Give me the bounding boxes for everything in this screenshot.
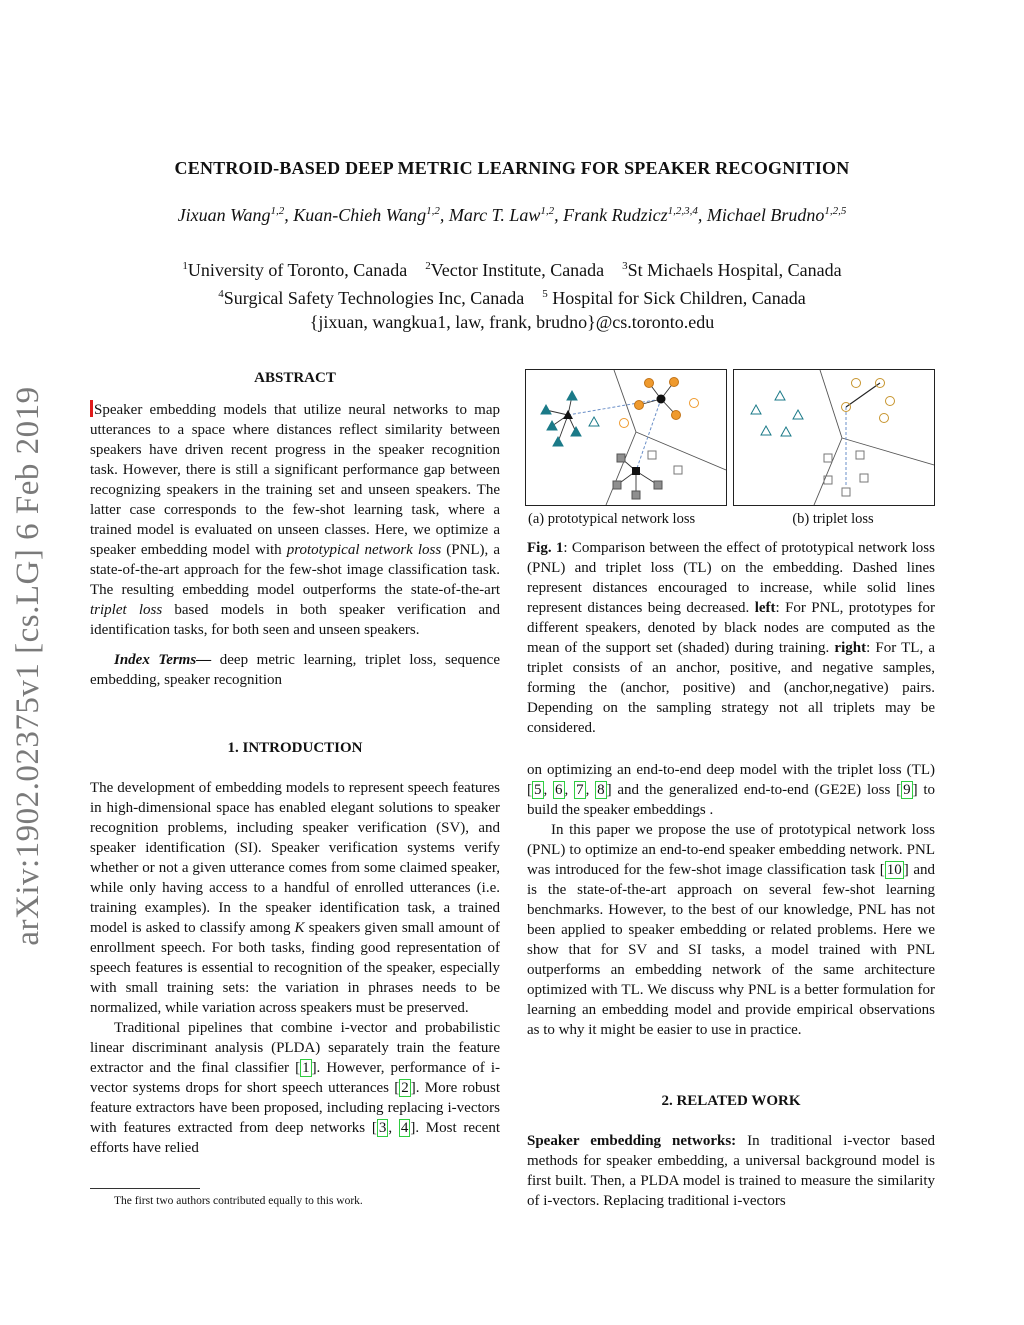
citation-link[interactable]: 5 bbox=[534, 782, 542, 798]
gray-square-shaded bbox=[632, 491, 640, 499]
subcaption-b: (b) triplet loss bbox=[792, 511, 874, 527]
boundary-line bbox=[814, 438, 842, 505]
orange-circle-shaded bbox=[635, 401, 644, 410]
intro-text: ]. More robust feature extractors have been proposed, including replacing i-vectors with features extracted from deep networks [ bbox=[90, 1080, 500, 1136]
body-text: on optimizing an end-to-end deep model with the triplet loss (TL) [ bbox=[527, 762, 935, 798]
citation-link[interactable]: 4 bbox=[400, 1120, 409, 1136]
author-email: {jixuan, wangkua1, law, frank, brudno}@cs.toronto.edu bbox=[309, 312, 715, 332]
teal-triangle-shaded bbox=[541, 405, 551, 414]
abstract-text: based models in both speaker verification and identification tasks, for both seen and unseen speakers. bbox=[90, 602, 500, 638]
related-work-body bbox=[527, 1131, 935, 1211]
body-text: ] and the generalized end-to-end (GE2E) loss [ bbox=[606, 782, 902, 798]
author-sup: 1,2 bbox=[426, 205, 440, 217]
citation-link[interactable]: 3 bbox=[378, 1120, 387, 1136]
text-cursor-icon bbox=[90, 400, 93, 417]
teal-triangle-shaded bbox=[547, 421, 557, 430]
teal-triangle-shaded bbox=[567, 391, 577, 400]
author-sup: 1,2 bbox=[540, 205, 555, 217]
author-name: Jixuan Wang bbox=[177, 205, 271, 225]
figure-panel-b bbox=[733, 369, 935, 506]
anchor-positive-line bbox=[846, 383, 880, 407]
affiliation: St Michaels Hospital, Canada bbox=[627, 260, 842, 280]
orange-circle-query bbox=[690, 399, 699, 408]
author-sup: 1,2,3,4 bbox=[667, 205, 698, 217]
intro-text: Traditional pipelines that combine i-vector and probabilistic linear discriminant analysis (PLDA) separately train the feature extractor and the final classifier [ bbox=[90, 1020, 500, 1076]
abstract-emphasis: triplet loss bbox=[90, 602, 163, 618]
gray-square-shaded bbox=[613, 481, 621, 489]
caption-bold: left bbox=[754, 600, 776, 616]
negative-sample bbox=[842, 488, 850, 496]
gray-square-shaded bbox=[617, 454, 625, 462]
abstract-body bbox=[90, 400, 500, 690]
boundary-line bbox=[820, 370, 842, 438]
caption-bold: right bbox=[834, 640, 867, 656]
affiliations: $^1$University of Toronto, Canada $^2$Vector Institute, Canada $^3$St Michaels Hospital, Canada $^4$Surgical Safety Technologies Inc, Canada $^5$ Hospital for Sick Children, Canada {jixuan, wangkua1, law, frank, brudno}@cs.toronto.edu bbox=[0, 254, 1024, 334]
teal-triangle-shaded bbox=[553, 437, 563, 446]
citation-link[interactable]: 7 bbox=[576, 782, 584, 798]
gray-square-shaded bbox=[654, 481, 662, 489]
boundary-line bbox=[614, 370, 636, 432]
abstract-text: (PNL), a state-of-the-art approach for the few-shot image classification task. The resulting embedding model outperforms the state-of-the-art bbox=[90, 542, 500, 598]
orange-circle-query bbox=[620, 419, 629, 428]
citation-link[interactable]: 6 bbox=[555, 782, 563, 798]
gray-prototype-node bbox=[632, 467, 640, 475]
author-name: Frank Rudzicz bbox=[563, 205, 668, 225]
teal-triangle-shaded bbox=[571, 427, 581, 436]
paper-title: CENTROID-BASED DEEP METRIC LEARNING FOR SPEAKER RECOGNITION bbox=[174, 158, 850, 178]
intro-text: ]. Most recent efforts have relied bbox=[90, 1120, 500, 1156]
author-sup: 1,2 bbox=[270, 205, 285, 217]
abstract-heading: ABSTRACT bbox=[254, 370, 336, 386]
orange-circle-shaded bbox=[645, 379, 654, 388]
body-text: ] to build the speaker embeddings . bbox=[527, 782, 936, 818]
caption-text: : For PNL, prototypes for different speakers, denoted by black nodes are computed as the mean of the support set (shaded) during training. bbox=[527, 600, 935, 656]
author-sup: 1,2,5 bbox=[824, 205, 847, 217]
orange-circle-shaded bbox=[672, 411, 681, 420]
orange-prototype-node bbox=[657, 395, 666, 404]
orange-circle-shaded bbox=[670, 378, 679, 387]
body-text: In traditional i-vector based methods for speaker embedding, a universal background model is first built. Then, a PLDA model is trained to measure the similarity of i-vectors. Replacing traditional i-vectors bbox=[527, 1133, 935, 1209]
gray-square-query bbox=[648, 451, 656, 459]
abstract-emphasis: prototypical network loss bbox=[286, 542, 442, 558]
author-name: Kuan-Chieh Wang bbox=[293, 205, 427, 225]
intro-text: speakers given small amount of enrollment speech. For both tasks, finding good representation of speech features is essential to recognition of the speaker, especially with small training sets: the variation in phrases needs to be normalized, while variation across speakers must be preserved. bbox=[90, 920, 500, 1016]
intro-text: The development of embedding models to represent speech features in high-dimensional space has enabled elegant solutions to speaker recognition problems, including speaker verification (SV), and speaker identification (SI). Speaker verification systems verify whether or not a given utterance comes from some claimed speaker, while only having access to a handful of enrolled utterances (i.e. training examples). In the speaker identification task, a trained model is asked to classify among bbox=[90, 780, 500, 936]
intro-heading: 1. INTRODUCTION bbox=[227, 740, 363, 756]
citation-link[interactable]: 10 bbox=[886, 862, 902, 878]
triplet-diagram bbox=[734, 370, 934, 505]
related-work-heading: 2. RELATED WORK bbox=[661, 1093, 801, 1109]
teal-triangle-query bbox=[589, 417, 599, 426]
subcaption-a: (a) prototypical network loss bbox=[528, 511, 696, 527]
intro-body: The development of embedding models to represent speech features in high-dimensional space has enabled elegant solutions to speaker recognition problems, including speaker verification (SV), and speaker identification (SI). Speaker verification systems verify whether or not a given utterance comes from some claimed speaker, while only having access to a handful of enrolled utterances (i.e. training examples). In the speaker identification task, a trained model is asked to classify among K speakers given small amount of enrollment speech. For both tasks, finding good representation of speech features is essential to recognition of the speaker, especially with small training sets: the variation in phrases needs to be normalized, while variation across speakers must be preserved. Traditional pipelines that combine i-vector and probabilistic linear discriminant analysis (PLDA) separately train the feature extractor and the final classifier [ 1 ]. However, performance of i-vector systems drops for short speech utterances [ 2 ]. More robust feature extractors have been proposed, including replacing i-vectors with features extracted from deep networks [ 3 , 4 ]. Most recent efforts have relied bbox=[90, 780, 500, 1156]
footnote: The first two authors contributed equally to this work. bbox=[114, 1195, 363, 1207]
caption-text: : For TL, a triplet consists of an anchor, positive, and negative samples, forming the (anchor, positive) and (anchor,negative) pairs. Depending on the sampling strategy not all triplets may be considered. bbox=[527, 640, 936, 736]
citation-link[interactable]: 2 bbox=[401, 1080, 409, 1096]
index-terms: deep metric learning, triplet loss, sequence embedding, speaker recognition bbox=[90, 652, 500, 688]
paragraph-label: Speaker embedding networks: bbox=[527, 1133, 737, 1149]
arxiv-identifier: arXiv:1902.02375v1 [cs.LG] 6 Feb 2019 bbox=[10, 386, 46, 946]
author-name: Michael Brudno bbox=[706, 205, 825, 225]
author-list: Jixuan Wang$^{1,2}$, Kuan-Chieh Wang$^{1,2}$, Marc T. Law$^{1,2}$, Frank Rudzicz$^{1,2,3,4}$, Michael Brudno$^{1,2,5}$ bbox=[177, 205, 847, 225]
author-name: Marc T. Law bbox=[448, 205, 541, 225]
figure-panel-a bbox=[525, 369, 727, 506]
body-text: ] and is the state-of-the-art approach on several few-shot learning benchmarks. However, to the best of our knowledge, PNL has not been applied to speaker embedding or related problems. Here we show that for SV and SI tasks, a model trained with PNL outperforms an embedding network of the same architecture optimized with TL. We discuss why PNL is a better formulation for learning an embedding model and provide empirical observations as to why it might be easier to use in practice. bbox=[527, 862, 935, 1038]
affiliation: Hospital for Sick Children, Canada bbox=[552, 288, 806, 308]
affiliation: Surgical Safety Technologies Inc, Canada bbox=[223, 288, 525, 308]
gray-square-query bbox=[674, 466, 682, 474]
body-text: In this paper we propose the use of prototypical network loss (PNL) to optimize an end-to-end speaker embedding network. PNL was introduced for the few-shot image classification task [ bbox=[527, 822, 935, 878]
figure-label: Fig. 1 bbox=[527, 540, 564, 556]
dashed-distance-line bbox=[568, 399, 661, 415]
affiliation: University of Toronto, Canada bbox=[187, 260, 408, 280]
pnl-diagram bbox=[526, 370, 726, 505]
affiliation: Vector Institute, Canada bbox=[430, 260, 605, 280]
citation-link[interactable]: 8 bbox=[597, 782, 605, 798]
math-symbol: K bbox=[294, 920, 305, 936]
citation-link[interactable]: 1 bbox=[302, 1060, 310, 1076]
index-terms-label: Index Terms— bbox=[114, 652, 212, 668]
intro-text: ]. However, performance of i-vector systems drops for short speech utterances [ bbox=[90, 1060, 500, 1096]
citation-link[interactable]: 9 bbox=[903, 782, 911, 798]
caption-text: : Comparison between the effect of prototypical network loss (PNL) and triplet loss (TL) on the embedding. Dashed lines represent distances encouraged to increase, while solid lines represent distances being decreased. bbox=[527, 540, 935, 616]
abstract-text: Speaker embedding models that utilize neural networks to map utterances to a space where distances reflect similarity between speakers have driven recent progress in the speaker recognition task. However, there is still a significant performance gap between recognizing speakers in the training set and unseen speakers. The latter case corresponds to the few-shot learning task, where a trained model is evaluated on unseen classes. Here, we optimize a speaker embedding model with bbox=[90, 402, 500, 558]
footnote-rule bbox=[90, 1188, 200, 1189]
figure-caption bbox=[527, 538, 935, 738]
right-column-body: on optimizing an end-to-end deep model with the triplet loss (TL) [ 5 , 6 , 7 , 8 ] and the generalized end-to-end (GE2E) loss [ 9 ] to build the speaker embeddings . In this paper we propose the use of prototypical network loss (PNL) to optimize an end-to-end speaker embedding network. PNL was introduced for the few-shot image classification task [ 10 ] and is the state-of-the-art approach on several few-shot learning benchmarks. However, to the best of our knowledge, PNL has not been applied to speaker embedding or related problems. Here we show that for SV and SI tasks, a model trained with PNL outperforms an embedding network of the same architecture optimized with TL. We discuss why PNL is a better formulation for learning an embedding model and provide empirical observations as to why it might be easier to use in practice. bbox=[527, 762, 936, 1038]
